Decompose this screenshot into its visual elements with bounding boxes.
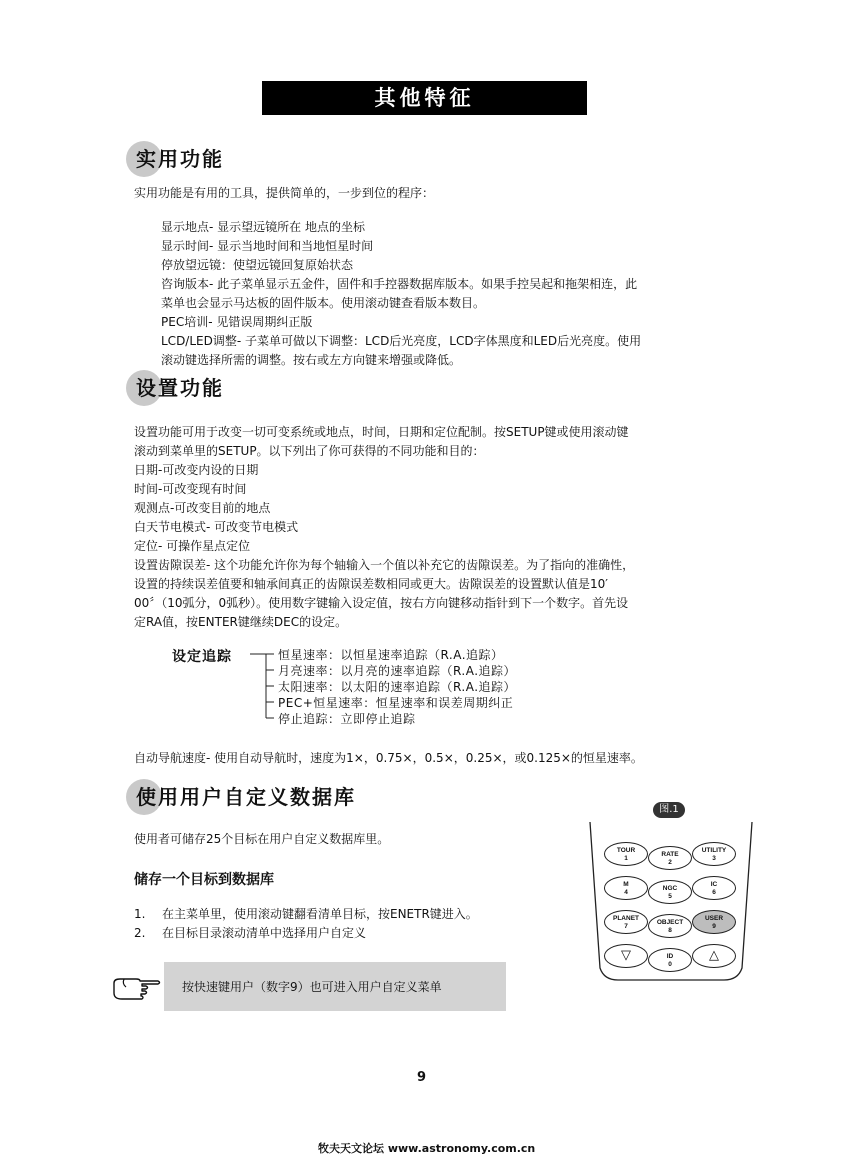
key-utility[interactable]: UTILITY 3 bbox=[692, 842, 736, 866]
keypad-figure bbox=[588, 818, 754, 982]
key-rate[interactable]: RATE 2 bbox=[648, 846, 692, 870]
list-item bbox=[134, 924, 478, 943]
heading-label: 使用用户自定义数据库 bbox=[136, 785, 356, 809]
list-item: 菜单也会显示马达板的固件版本。使用滚动键查看版本数目。 bbox=[161, 296, 486, 310]
list-item: 咨询版本- 此子菜单显示五金件，固件和手控器数据库版本。如果手控吴起和拖架相连，此 bbox=[161, 277, 638, 291]
list-item: 显示地点- 显示望远镜所在 地点的坐标 bbox=[161, 220, 365, 234]
key-ic[interactable]: IC 6 bbox=[692, 876, 736, 900]
tracking-tree-lines bbox=[246, 648, 278, 724]
key-scroll-down[interactable]: ▽ bbox=[604, 944, 648, 968]
key-scroll-up[interactable]: △ bbox=[692, 944, 736, 968]
paragraph-line: 设置齿隙误差- 这个功能允许你为每个轴输入一个值以补充它的齿隙误差。为了指向的准确性， bbox=[134, 558, 635, 572]
heading-label: 设置功能 bbox=[136, 376, 224, 400]
paragraph-line: 时间-可改变现有时间 bbox=[134, 482, 247, 496]
paragraph-line: 00〞（10弧分，0弧秒）。使用数字键输入设定值，按右方向键移动指针到下一个数字。首先设 bbox=[134, 596, 629, 610]
paragraph-line: 设置功能可用于改变一切可变系统或地点，时间，日期和定位配制。按SETUP键或使用滚动键 bbox=[134, 425, 629, 439]
paragraph-line: 设置的持续误差值要和轴承间真正的齿隙误差数相同或更大。齿隙误差的设置默认值是10′ bbox=[134, 577, 608, 591]
key-m[interactable]: M 4 bbox=[604, 876, 648, 900]
paragraph-line: 定RA值，按ENTER键继续DEC的设定。 bbox=[134, 615, 348, 629]
paragraph-line: 日期-可改变内设的日期 bbox=[134, 463, 259, 477]
list-item: 停放望远镜：使望远镜回复原始状态 bbox=[161, 258, 354, 272]
tracking-label: 设定追踪 bbox=[172, 649, 232, 665]
paragraph-line: 观测点-可改变目前的地点 bbox=[134, 501, 271, 515]
key-planet[interactable]: PLANET 7 bbox=[604, 910, 648, 934]
page-number: 9 bbox=[417, 1070, 427, 1085]
paragraph-line: 白天节电模式- 可改变节电模式 bbox=[134, 520, 299, 534]
heading-label: 实用功能 bbox=[136, 147, 224, 171]
key-id[interactable]: ID 0 bbox=[648, 948, 692, 972]
paragraph-line: 定位- 可操作星点定位 bbox=[134, 539, 251, 553]
list-item: 滚动键选择所需的调整。按右或左方向键来增强或降低。 bbox=[161, 353, 462, 367]
footer-watermark: 牧夫天文论坛 www.astronomy.com.cn bbox=[318, 1142, 536, 1155]
step-number: 2. bbox=[134, 926, 146, 940]
key-object[interactable]: OBJECT 8 bbox=[648, 914, 692, 938]
slew-rate-text: 自动导航速度- 使用自动导航时，速度为1×，0.75×，0.5×，0.25×，或0.125×的恒星速率。 bbox=[134, 751, 643, 765]
userdb-intro: 使用者可储存25个目标在用户自定义数据库里。 bbox=[134, 832, 390, 846]
page-title: 其他特征 bbox=[262, 81, 587, 115]
step-text: 在目标目录滚动清单中选择用户自定义 bbox=[162, 926, 367, 940]
tracking-option: 停止追踪：立即停止追踪 bbox=[278, 712, 416, 726]
userdb-subheading: 储存一个目标到数据库 bbox=[134, 872, 274, 888]
list-item: 显示时间- 显示当地时间和当地恒星时间 bbox=[161, 239, 374, 253]
setup-text bbox=[134, 423, 634, 632]
note-text: 按快速键用户（数字9）也可进入用户自定义菜单 bbox=[182, 980, 442, 994]
key-ngc[interactable]: NGC 5 bbox=[648, 880, 692, 904]
figure-label: 图.1 bbox=[653, 802, 685, 818]
utility-list bbox=[161, 218, 641, 370]
step-number: 1. bbox=[134, 907, 146, 921]
steps-list bbox=[134, 905, 478, 943]
paragraph-line: 滚动到菜单里的SETUP。以下列出了你可获得的不同功能和目的： bbox=[134, 444, 485, 458]
key-user[interactable]: USER 9 bbox=[692, 910, 736, 934]
step-text: 在主菜单里，使用滚动键翻看清单目标，按ENETR键进入。 bbox=[162, 907, 478, 921]
pointing-hand-icon bbox=[112, 975, 162, 1001]
list-item: LCD/LED调整- 子菜单可做以下调整：LCD后光亮度，LCD字体黑度和LED后光亮度。使用 bbox=[161, 334, 642, 348]
tracking-option: 恒星速率：以恒星速率追踪（R.A.追踪） bbox=[278, 648, 504, 662]
tracking-option: 太阳速率：以太阳的速率追踪（R.A.追踪） bbox=[278, 680, 517, 694]
utility-intro: 实用功能是有用的工具，提供简单的，一步到位的程序： bbox=[134, 186, 435, 200]
tracking-option: 月亮速率：以月亮的速率追踪（R.A.追踪） bbox=[278, 664, 517, 678]
list-item bbox=[134, 905, 478, 924]
list-item: PEC培训- 见错误周期纠正版 bbox=[161, 315, 313, 329]
tracking-option: PEC+恒星速率：恒星速率和误差周期纠正 bbox=[278, 696, 514, 710]
key-tour[interactable]: TOUR 1 bbox=[604, 842, 648, 866]
